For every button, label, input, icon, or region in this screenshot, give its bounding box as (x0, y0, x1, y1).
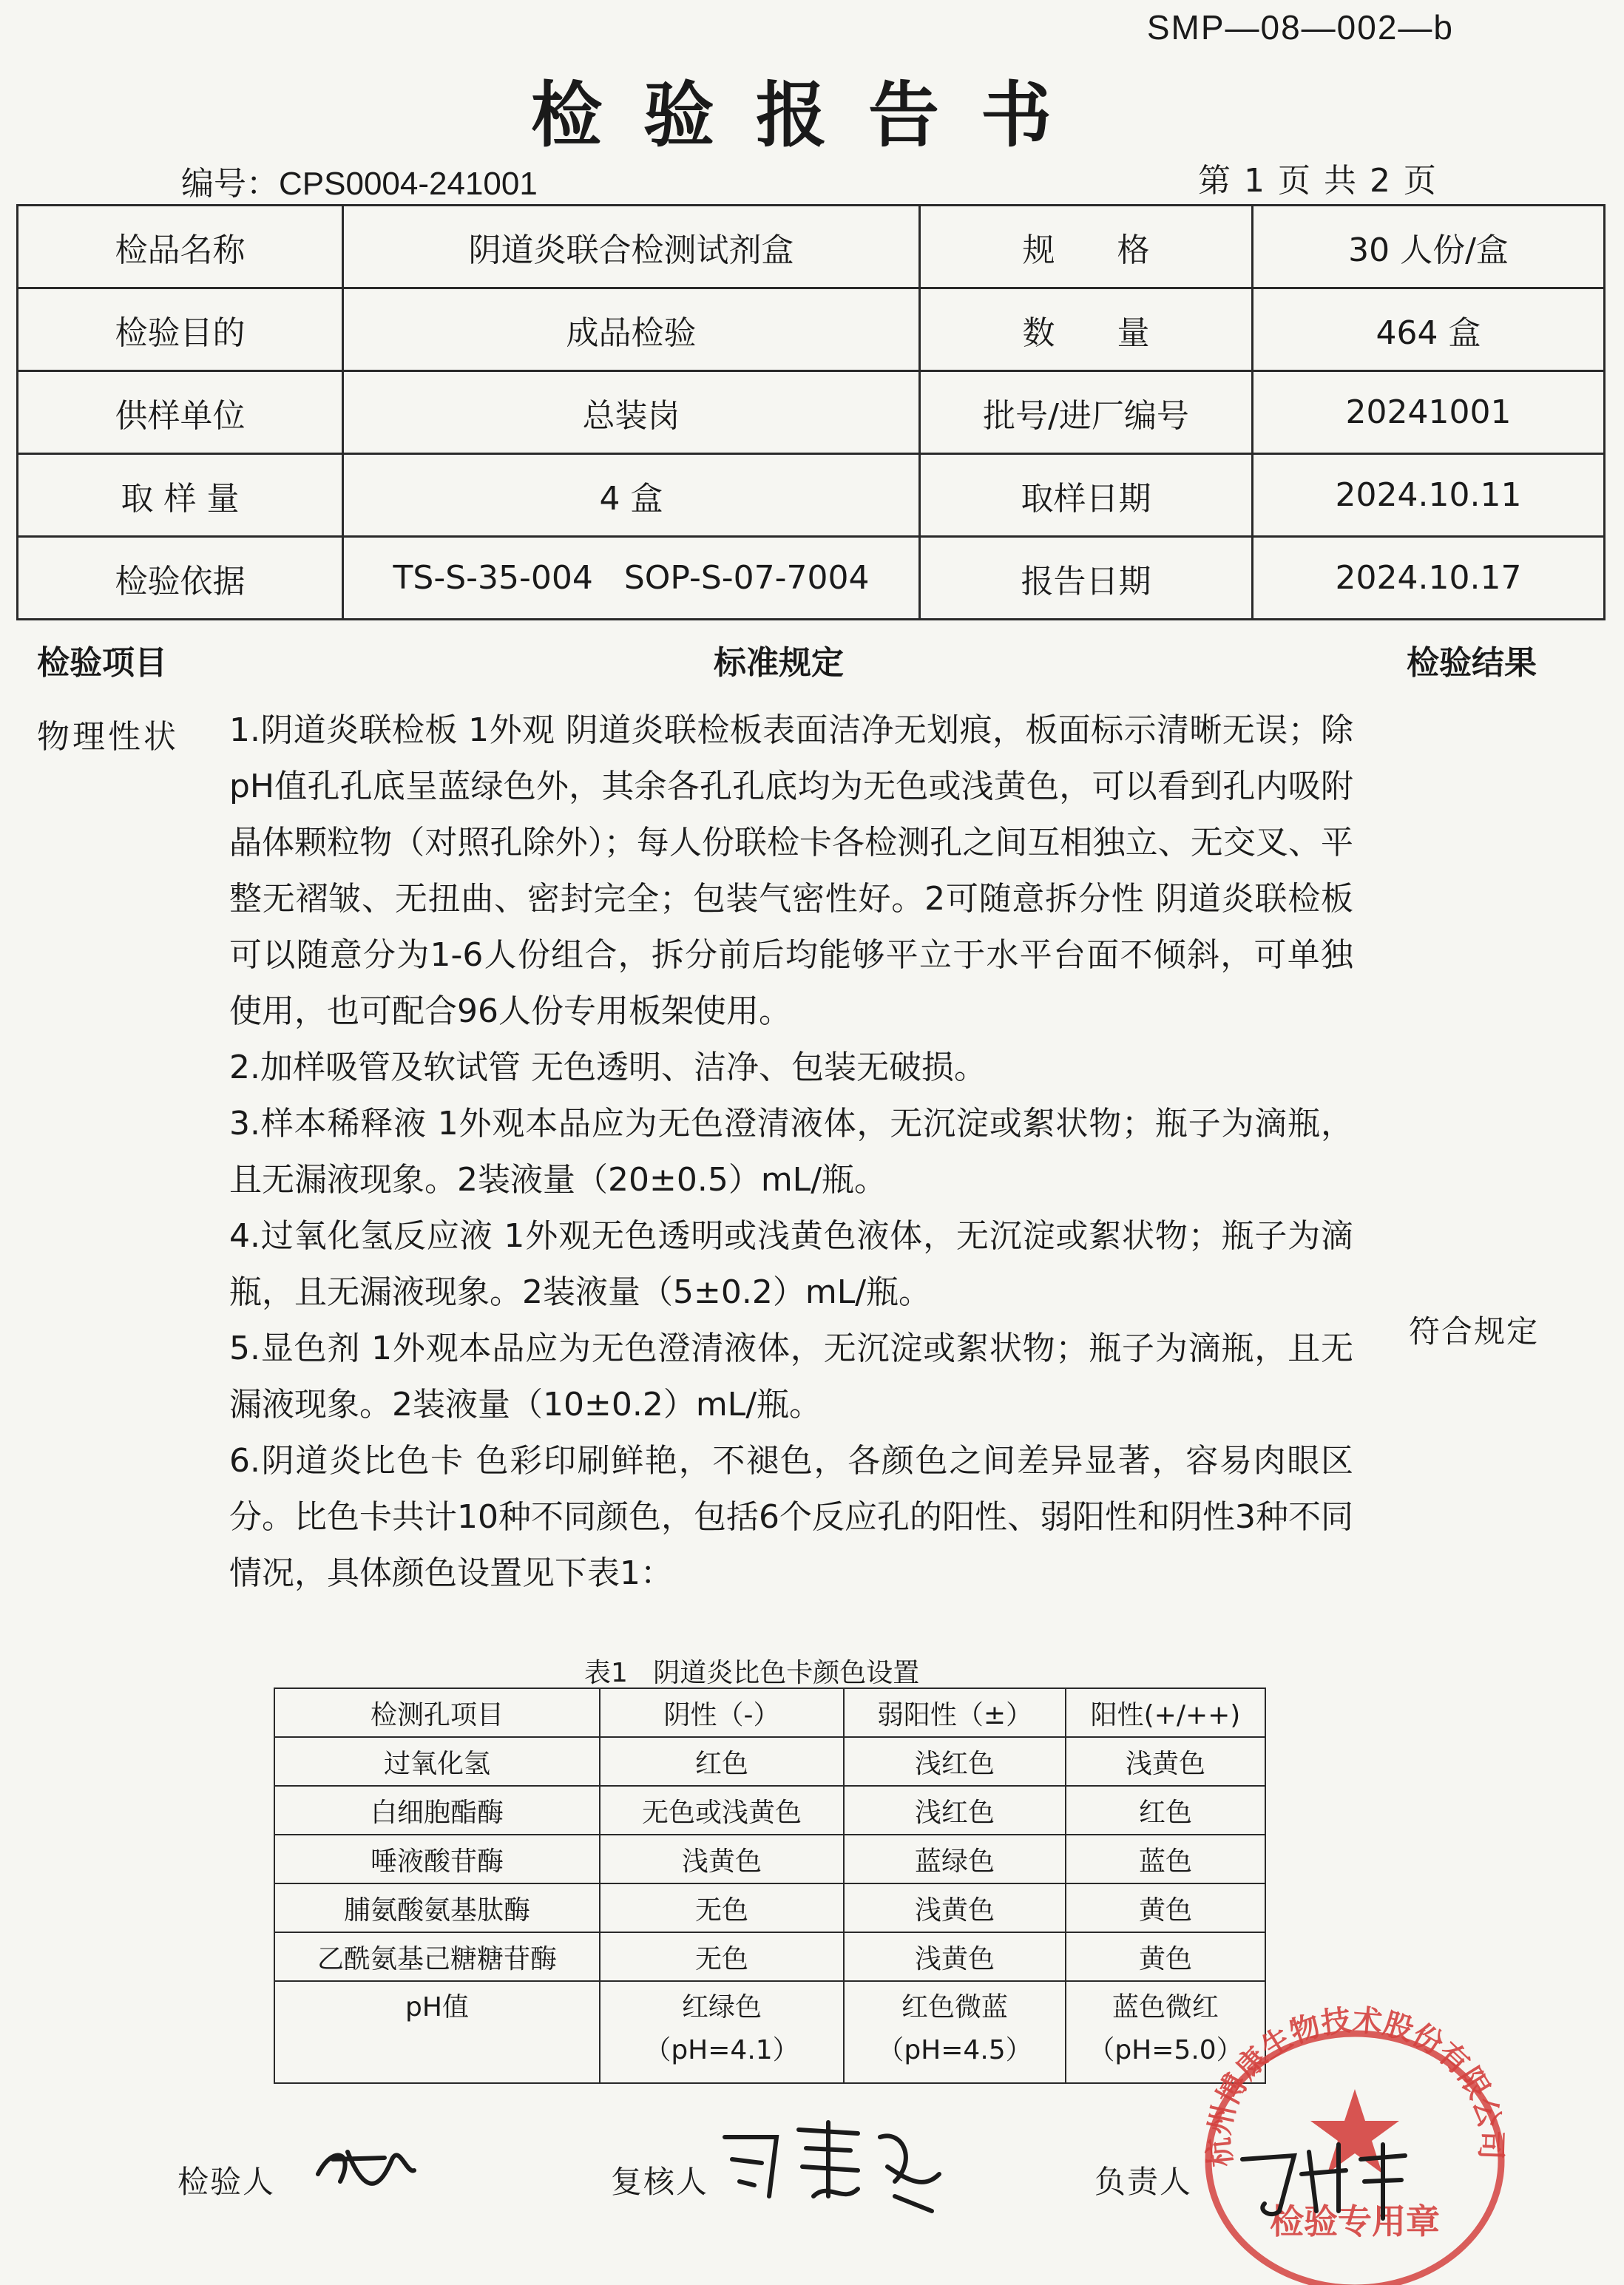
report-number-label: 编号： (181, 165, 279, 203)
table-cell (600, 1981, 844, 2083)
header-value: 30 人份/盒 (1253, 206, 1605, 288)
ph-value: （pH=4.1） (644, 2035, 799, 2065)
item-column-header: 检验项目 (37, 644, 167, 682)
table-cell: 黄色 (1066, 1883, 1265, 1932)
table-cell: 蓝绿色 (844, 1835, 1066, 1883)
standard-paragraph: 6.阴道炎比色卡 色彩印刷鲜艳，不褪色，各颜色之间差异显著，容易肉眼区分。比色卡共计10种不同颜色，包括6个反应孔的阳性、弱阳性和阴性3种不同情况，具体颜色设置见下表1： (229, 1442, 1353, 1592)
report-number (181, 157, 538, 204)
table-cell: pH值 (274, 1981, 600, 2083)
table-header-row (274, 1688, 1265, 1737)
table-cell: 红色 (600, 1737, 844, 1786)
standard-paragraph: 3.样本稀释液 1外观本品应为无色澄清液体，无沉淀或絮状物；瓶子为滴瓶，且无漏液现象。2装液量（20±0.5）mL/瓶。 (229, 1105, 1353, 1199)
responsible-label: 负责人 (1094, 2164, 1193, 2200)
table-row (274, 1737, 1265, 1786)
table-cell: 唾液酸苷酶 (274, 1835, 600, 1883)
standard-text (229, 703, 1353, 1602)
ph-row (274, 1981, 1265, 2083)
inspector-signature (303, 2130, 422, 2211)
header-label: 报告日期 (920, 537, 1253, 620)
table-cell: 浅黄色 (600, 1835, 844, 1883)
column-header: 阴性（-） (600, 1688, 844, 1737)
seal-text: 杭州博康生物技术股份有限公司 (1202, 2003, 1509, 2169)
responsible-signature (1228, 2130, 1420, 2226)
standard-column-header: 标准规定 (714, 644, 844, 682)
table-cell: 红色 (1066, 1786, 1265, 1835)
inspector-label: 检验人 (177, 2164, 276, 2200)
header-info-table (16, 204, 1606, 620)
header-value: 总装岗 (343, 371, 920, 454)
header-value: 20241001 (1253, 371, 1605, 454)
standard-paragraph: 5.显色剂 1外观本品应为无色澄清液体，无沉淀或絮状物；瓶子为滴瓶，且无漏液现象。2装液量（10±0.2）mL/瓶。 (229, 1330, 1353, 1424)
header-row (18, 288, 1605, 371)
column-header: 弱阳性（±） (844, 1688, 1066, 1737)
document-code: SMP—08—002—b (1146, 8, 1454, 47)
header-label: 取样日期 (920, 454, 1253, 537)
header-value: 阴道炎联合检测试剂盒 (343, 206, 920, 288)
column-header: 阳性(+/++) (1066, 1688, 1265, 1737)
standard-paragraph: 4.过氧化氢反应液 1外观无色透明或浅黄色液体，无沉淀或絮状物；瓶子为滴瓶，且无漏液现象。2装液量（5±0.2）mL/瓶。 (229, 1217, 1353, 1311)
header-label: 检验依据 (18, 537, 343, 620)
reviewer-signature (710, 2115, 947, 2226)
ph-color: 红绿色 (681, 1992, 762, 2022)
table-row (274, 1883, 1265, 1932)
table-cell: 浅黄色 (844, 1883, 1066, 1932)
header-label: 批号/进厂编号 (920, 371, 1253, 454)
header-value: TS-S-35-004 SOP-S-07-7004 (343, 537, 920, 620)
ph-color: 红色微蓝 (901, 1992, 1008, 2022)
header-label: 检验目的 (18, 288, 343, 371)
report-number-value: CPS0004-241001 (279, 166, 538, 202)
table-cell: 过氧化氢 (274, 1737, 600, 1786)
column-header: 检测孔项目 (274, 1688, 600, 1737)
standard-paragraph: 1.阴道炎联检板 1外观 阴道炎联检板表面洁净无划痕，板面标示清晰无误；除pH值孔孔底呈蓝绿色外，其余各孔孔底均为无色或浅黄色，可以看到孔内吸附晶体颗粒物（对照孔除外）；每人份联检卡各检测孔之间互相独立、无交叉、平整无褶皱、无扭曲、密封完全；包装气密性好。2可随意拆分性 阴道炎联检板可以随意分为1-6人份组合，拆分前后均能够平立于水平台面不倾斜，可单独使用，也可配合96人份专用板架使用。 (229, 711, 1353, 1030)
header-row (18, 454, 1605, 537)
table-row (274, 1786, 1265, 1835)
result-column-header: 检验结果 (1407, 644, 1537, 682)
ph-value: （pH=4.5） (877, 2035, 1032, 2065)
table-cell: 浅红色 (844, 1737, 1066, 1786)
table-cell: 蓝色 (1066, 1835, 1265, 1883)
table-cell: 脯氨酸氨基肽酶 (274, 1883, 600, 1932)
ph-value: （pH=5.0） (1088, 2035, 1243, 2065)
page-indicator: 第 1 页 共 2 页 (1198, 162, 1438, 200)
header-label: 规 格 (920, 206, 1253, 288)
seal-subtext: 检验专用章 (1270, 2201, 1440, 2241)
table-cell: 无色或浅黄色 (600, 1786, 844, 1835)
inspection-result: 符合规定 (1409, 1313, 1540, 1350)
reviewer-label: 复核人 (611, 2164, 709, 2200)
header-row (18, 371, 1605, 454)
header-value: 4 盒 (343, 454, 920, 537)
inspection-category: 物理性状 (37, 718, 179, 756)
header-label: 数 量 (920, 288, 1253, 371)
header-value: 成品检验 (343, 288, 920, 371)
header-value: 2024.10.11 (1253, 454, 1605, 537)
page-title: 检验报告书 (531, 73, 1093, 157)
header-label: 检品名称 (18, 206, 343, 288)
table-caption: 表1 阴道炎比色卡颜色设置 (584, 1658, 920, 1688)
table-cell: 无色 (600, 1883, 844, 1932)
table-cell: 乙酰氨基己糖糖苷酶 (274, 1932, 600, 1981)
header-label: 供样单位 (18, 371, 343, 454)
table-cell: 黄色 (1066, 1932, 1265, 1981)
table-cell: 浅红色 (844, 1786, 1066, 1835)
table-cell (844, 1981, 1066, 2083)
table-cell: 浅黄色 (1066, 1737, 1265, 1786)
color-card-table (274, 1687, 1266, 2084)
table-row (274, 1932, 1265, 1981)
ph-color: 蓝色微红 (1112, 1992, 1219, 2022)
table-cell: 浅黄色 (844, 1932, 1066, 1981)
header-label: 取 样 量 (18, 454, 343, 537)
table-cell: 无色 (600, 1932, 844, 1981)
table-row (274, 1835, 1265, 1883)
header-value: 2024.10.17 (1253, 537, 1605, 620)
standard-paragraph: 2.加样吸管及软试管 无色透明、洁净、包装无破损。 (229, 1049, 987, 1086)
header-value: 464 盒 (1253, 288, 1605, 371)
header-row (18, 537, 1605, 620)
table-cell: 白细胞酯酶 (274, 1786, 600, 1835)
header-row (18, 206, 1605, 288)
